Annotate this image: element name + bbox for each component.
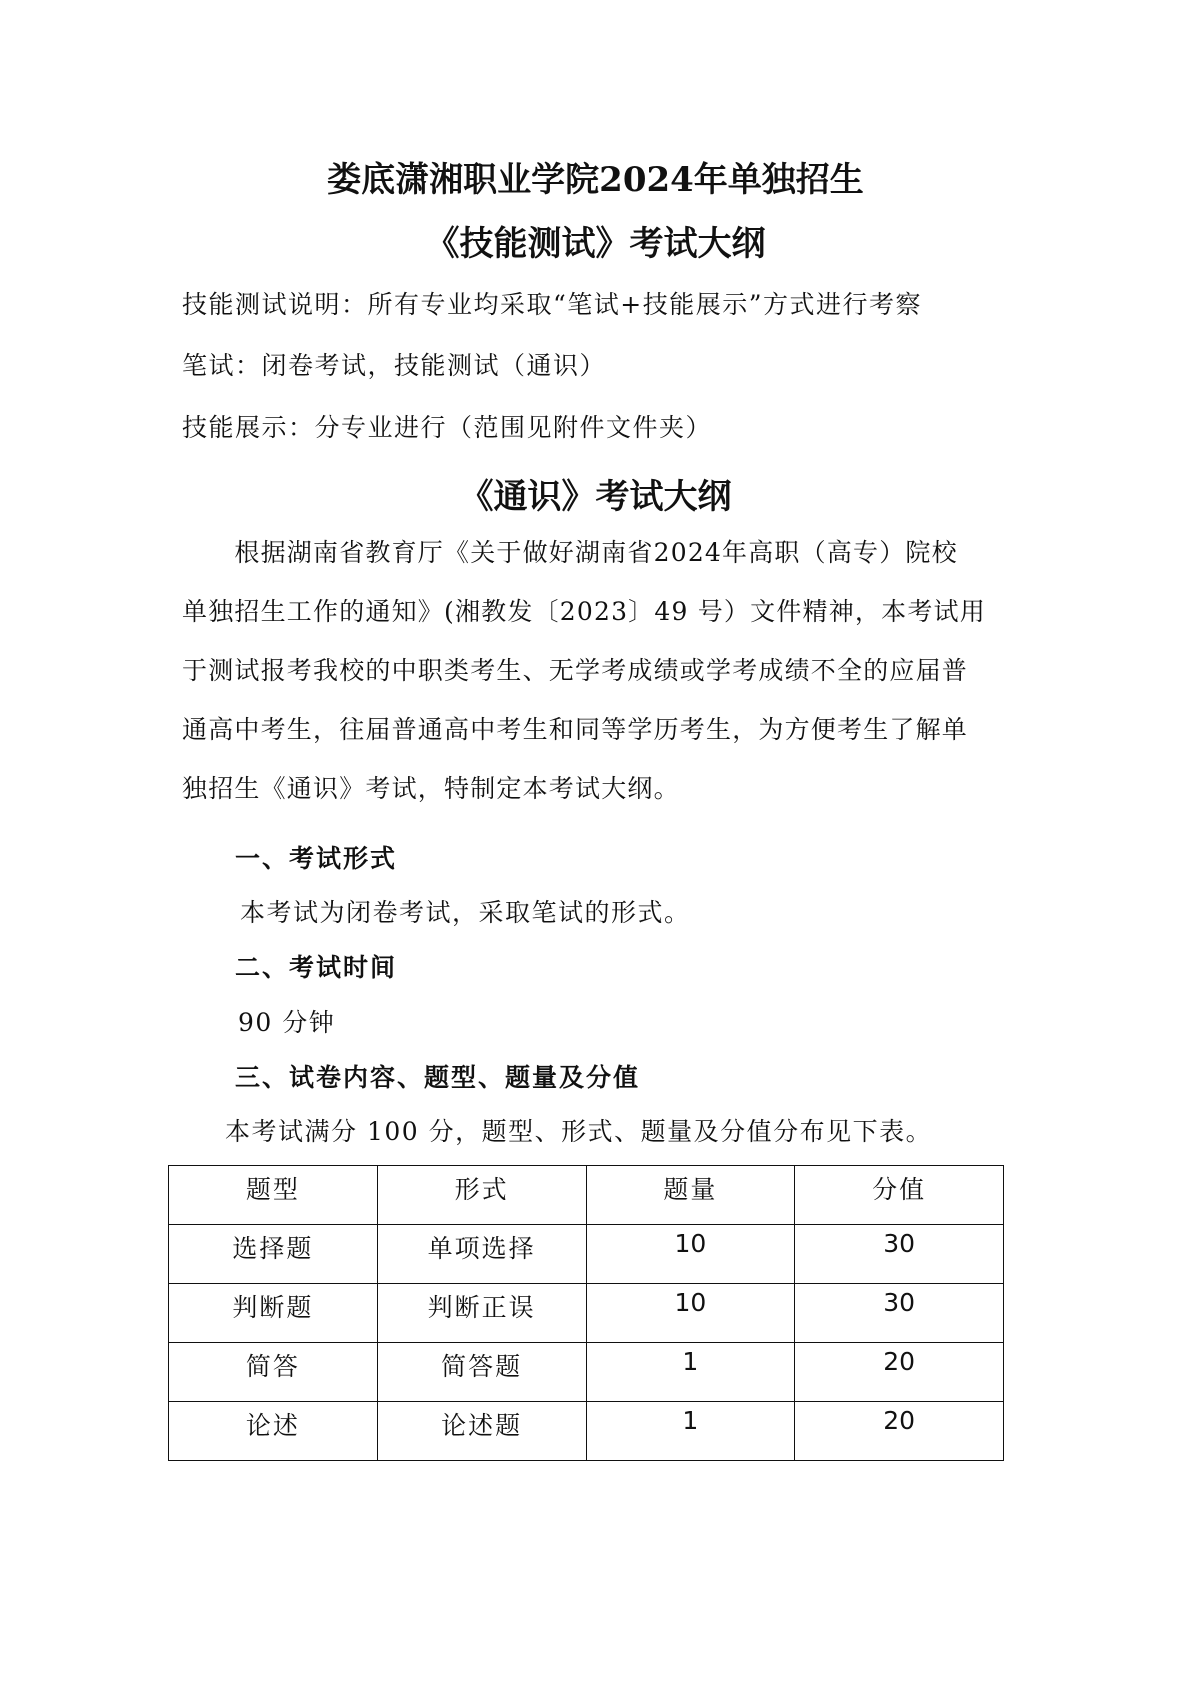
score-distribution-table [168,1165,1004,1461]
section-title-general-knowledge: 《通识》考试大纲 [459,477,732,517]
section-2-heading: 二、考试时间 [235,953,398,982]
body-paragraph-line: 于测试报考我校的中职类考生、无学考成绩或学考成绩不全的应届普 [182,656,969,685]
table-header-cell: 分值 [795,1166,1004,1225]
table-cell-form: 简答题 [377,1343,586,1402]
body-paragraph [182,523,1010,818]
table-cell-type: 简答 [169,1343,378,1402]
section-1-heading: 一、考试形式 [235,844,398,873]
table-row [169,1284,1004,1343]
document-title-line-1: 娄底潇湘职业学院2024年单独招生 [327,160,864,200]
table-cell-count: 10 [586,1284,795,1343]
table-header-cell: 形式 [377,1166,586,1225]
table-cell-form: 单项选择 [377,1225,586,1284]
table-cell-score: 30 [795,1225,1004,1284]
table-cell-score: 30 [795,1284,1004,1343]
table-cell-type: 判断题 [169,1284,378,1343]
table-cell-count: 1 [586,1402,795,1461]
table-header-cell: 题型 [169,1166,378,1225]
section-1-text: 本考试为闭卷考试，采取笔试的形式。 [240,898,691,927]
section-2-text: 90 分钟 [238,1008,336,1037]
table-header-cell: 题量 [586,1166,795,1225]
body-paragraph-line: 通高中考生，往届普通高中考生和同等学历考生，为方便考生了解单 [182,715,969,744]
section-3-text: 本考试满分 100 分，题型、形式、题量及分值分布见下表。 [225,1117,933,1146]
body-paragraph-line: 单独招生工作的通知》(湘教发〔2023〕49 号）文件精神，本考试用 [182,597,986,626]
table-row [169,1225,1004,1284]
body-paragraph-line: 独招生《通识》考试，特制定本考试大纲。 [182,774,680,803]
table-row [169,1402,1004,1461]
table-cell-score: 20 [795,1343,1004,1402]
table-row [169,1343,1004,1402]
document-title-line-2: 《技能测试》考试大纲 [425,224,766,264]
intro-written-test: 笔试：闭卷考试，技能测试（通识） [182,351,607,380]
table-cell-score: 20 [795,1402,1004,1461]
table-cell-type: 选择题 [169,1225,378,1284]
table-header-row [169,1166,1004,1225]
body-paragraph-line: 根据湖南省教育厅《关于做好湖南省2024年高职（高专）院校 [182,538,958,567]
table-cell-form: 论述题 [377,1402,586,1461]
table-cell-type: 论述 [169,1402,378,1461]
intro-skill-demonstration: 技能展示：分专业进行（范围见附件文件夹） [182,413,713,442]
table-cell-count: 10 [586,1225,795,1284]
intro-skill-test-description: 技能测试说明：所有专业均采取“笔试+技能展示”方式进行考察 [182,290,923,319]
table-cell-count: 1 [586,1343,795,1402]
table-cell-form: 判断正误 [377,1284,586,1343]
section-3-heading: 三、试卷内容、题型、题量及分值 [235,1063,641,1092]
